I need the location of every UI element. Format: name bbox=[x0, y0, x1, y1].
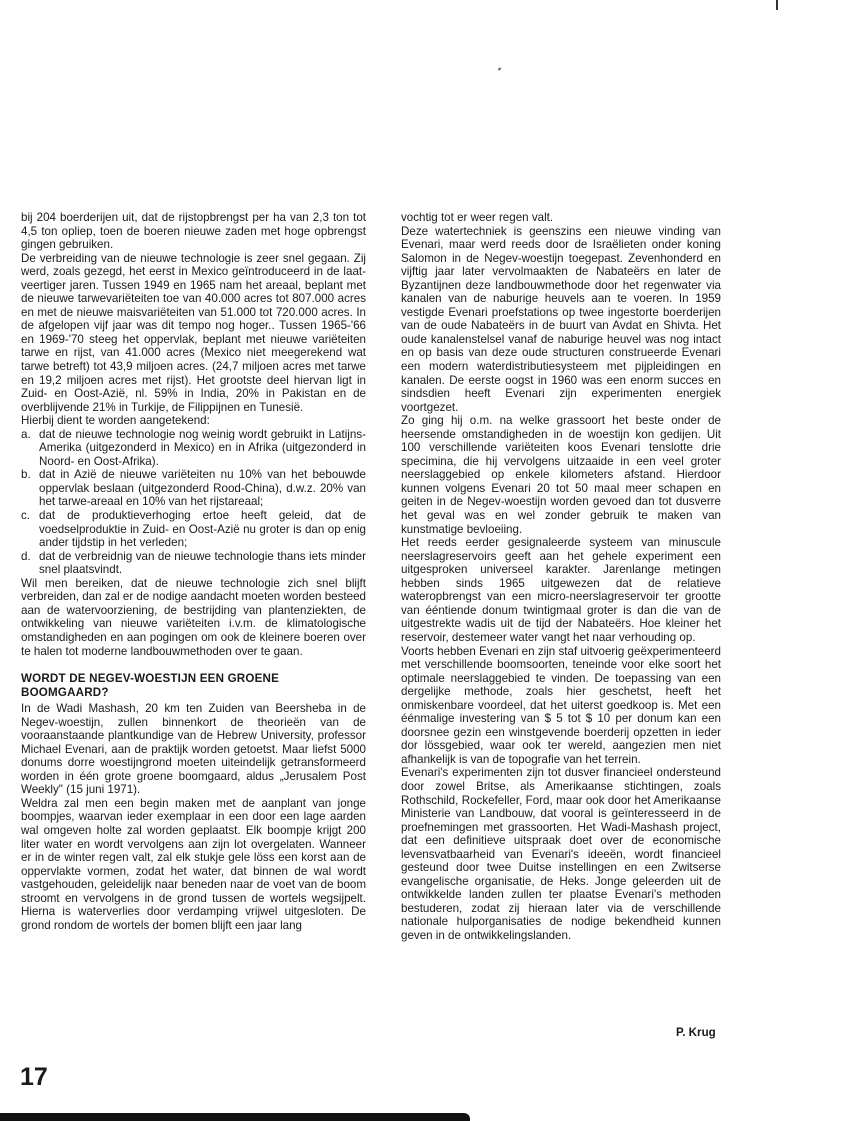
paragraph: De verbreiding van de nieuwe technologie is zeer snel gegaan. Zij werd, zoals gezegd, het eerst in Mexico geïntroduceerd in de laat-veertiger jaren. Tussen 1949 en 1965 nam het areaal, beplant met de nieuwe tarwevariëteiten toe van 40.000 acres tot 807.000 acres en met de nieuwe maisvariëteiten van 51.000 tot 720.000 acres. In de afgelopen vijf jaar was dit tempo nog hoger.. Tussen 1965-'66 en 1969-'70 steeg het oppervlak, beplant met nieuwe variëteiten tarwe en rijst, van 41.000 acres (Mexico niet meegerekend wat tarwe betreft) tot 43,9 miljoen acres. (24,7 miljoen acres met tarwe en 19,2 miljoen acres met rijst). Het grootste deel hiervan ligt in Zuid- en Oost-Azië, nl. 59% in India, 20% in Pakistan en de overblijvende 21% in Turkije, de Filippijnen en Tunesië. bbox=[21, 251, 366, 414]
paragraph: bij 204 boerderijen uit, dat de rijstopbrengst per ha van 2,3 ton tot 4,5 ton opliep, toen de boeren nieuwe zaden met hoge opbrengst gingen gebruiken. bbox=[21, 211, 366, 252]
paragraph: Hierbij dient te worden aangetekend: bbox=[21, 414, 210, 428]
list-marker: c. bbox=[21, 509, 31, 523]
scan-speck bbox=[498, 67, 502, 70]
list-marker: b. bbox=[21, 468, 31, 482]
scan-edge-bar bbox=[0, 1113, 470, 1121]
paragraph: Evenari's experimenten zijn tot dusver financieel ondersteund door zowel Britse, als Amerikaanse stichtingen, zoals Rothschild, Rockefeller, Ford, maar ook door het Amerikaanse Ministerie van Landbouw, dat vooral is geïnteresseerd in de proefnemingen met grassoorten. Het Wadi-Mashash project, dat een definitieve uitspraak doet over de economische levensvatbaarheid van Evenari's ideeën, wordt financieel gesteund door twee Duitse instellingen en een Zwitserse evangelische organisatie, de Heks. Jonge geleerden uit de ontwikkelde landen zullen ter plaatse Evenari's methoden bestuderen, zodat zij hieraan later via de verschillende nationale hulporganisaties de nodige bekendheid kunnen geven in de ontwikkelingslanden. bbox=[401, 766, 721, 942]
paragraph: vochtig tot er weer regen valt. bbox=[401, 211, 554, 224]
list-item-text: dat de produktieverhoging ertoe heeft geleid, dat de voedselproduktie in Zuid- en Oost-Azië nu groter is dan op enig ander tijdstip in het verleden; bbox=[39, 509, 366, 550]
list-item-text: dat de nieuwe technologie nog weinig wordt gebruikt in Latijns-Amerika (uitgezonderd in Mexico) en in Afrika (uitgezonderd in Noord- en Oost-Afrika). bbox=[39, 427, 366, 468]
list-item bbox=[21, 509, 366, 550]
paragraph: Zo ging hij o.m. na welke grassoort het beste onder de heersende omstandigheden in de woestijn kon gedijen. Uit 100 verschillende variëteiten koos Evenari tenslotte drie specimina, die hij vervolgens uitzaaide in een veel groter neerslaggebied op enkele kilometers afstand. Hierdoor kunnen volgens Evenari 20 tot 50 maal meer schapen en geiten in de Negev-woestijn worden gevoed dan tot dusverre het geval was en wel zonder gebruik te maken van kunstmatige bevloeiing. bbox=[401, 414, 721, 536]
section-heading: WORDT DE NEGEV-WOESTIJN EEN GROENE BOOMGAARD? bbox=[21, 672, 280, 700]
list-marker: a. bbox=[21, 427, 31, 441]
paragraph: Voorts hebben Evenari en zijn staf uitvoerig geëxperimenteerd met verschillende boomsoorten, teneinde voor elke soort het optimale neerslaggebied te vinden. De toepassing van een dergelijke methode, zoals hier geschetst, heeft het onmiskenbare voordeel, dat het uiterst goedkoop is. Met een éénmalige investering van $ 5 tot $ 10 per donum kan een doorsnee gezin een winstgevende boerderij opzetten in ieder dor lössgebied, waar ook ter wereld, aangezien men niet afhankelijk is van de topografie van het terrein. bbox=[401, 644, 721, 766]
paragraph: Weldra zal men een begin maken met de aanplant van jonge boompjes, waarvan ieder exemplaar in een door een lage aarden wal omgeven holte zal worden geplaatst. Elk boompje krijgt 200 liter water en wordt vervolgens aan zijn lot overgelaten. Wanneer er in de winter regen valt, zal elk stukje gele löss een korst aan de oppervlakte vormen, zodat het water, dat binnen de wal wordt vastgehouden, geleidelijk naar beneden naar de voet van de boom stroomt en vervolgens in de grond tussen de wortels wegsijpelt. Hierna is waterverlies door verdamping vrijwel uitgesloten. De grond rondom de wortels der bomen blijft een jaar lang bbox=[21, 796, 366, 932]
left-column bbox=[21, 211, 366, 932]
author-signature: P. Krug bbox=[676, 1026, 716, 1039]
paragraph: Het reeds eerder gesignaleerde systeem van minuscule neerslagreservoirs geeft aan het gehele experiment een uitgesproken universeel karakter. Jarenlange metingen hebben sinds 1965 uitgewezen dat de relatieve wateropbrengst van een micro-neerslagreservoir ter grootte van ééntiende donum twintigmaal groter is dan die van de uitgestrekte wadis uit de tijd der Nabateërs. Hoe kleiner het reservoir, destemeer water vangt het naar verhouding op. bbox=[401, 536, 721, 644]
list-item bbox=[21, 468, 366, 509]
list-item-text: dat in Azië de nieuwe variëteiten nu 10% van het bebouwde oppervlak beslaan (uitgezonderd Rood-China), d.w.z. 20% van het tarwe-areaal en 10% van het rijstareaal; bbox=[39, 468, 366, 509]
right-column bbox=[401, 211, 721, 943]
paragraph: In de Wadi Mashash, 20 km ten Zuiden van Beersheba in de Negev-woestijn, zullen binnenkort de theorieën van de vooraanstaande plantkundige van de Hebrew University, professor Michael Evenari, aan de praktijk worden getoetst. Maar liefst 5000 donums dorre woestijngrond moeten uiteindelijk getransformeerd worden in één grote groene boomgaard, aldus „Jerusalem Post Weekly" (15 juni 1971). bbox=[21, 702, 366, 797]
list-item-text: dat de verbreidnig van de nieuwe technologie thans iets minder snel plaatsvindt. bbox=[39, 549, 366, 577]
page-number: 17 bbox=[20, 1063, 48, 1091]
scan-edge-mark bbox=[776, 0, 778, 10]
list-item bbox=[21, 428, 366, 469]
paragraph: Wil men bereiken, dat de nieuwe technologie zich snel blijft verbreiden, dan zal er de nodige aandacht moeten worden besteed aan de watervoorziening, de bestrijding van plantenziekten, de ontwikkeling van nieuwe variëteiten i.v.m. de klimatologische omstandigheden en aan pogingen om ook de kleinere boeren over te halen tot moderne landbouwmethoden over te gaan. bbox=[21, 576, 366, 658]
notes-list bbox=[21, 428, 366, 577]
list-item bbox=[21, 550, 366, 577]
list-marker: d. bbox=[21, 549, 31, 563]
paragraph: Deze watertechniek is geenszins een nieuwe vinding van Evenari, maar werd reeds door de Israëlieten onder koning Salomon in de Negev-woestijn toegepast. Zevenhonderd en vijftig jaar later vervolmaakten de Nabateërs en later de Byzantijnen deze landbouwmethode door het regenwater via kanalen van de naburige heuvels aan te voeren. In 1959 vestigde Evenari proefstations op twee ingestorte boerderijen van de oude Nabateërs in de buurt van Avdat en Shivta. Het oude kanalenstelsel vanaf de naburige heuvel was nog intact en op basis van deze oude structuren construeerde Evenari een modern waterdistributiesysteem met pijpleidingen en kanalen. De eerste oogst in 1960 was een enorm succes en sindsdien heeft Evenari zijn experimenten energiek voortgezet. bbox=[401, 224, 721, 414]
